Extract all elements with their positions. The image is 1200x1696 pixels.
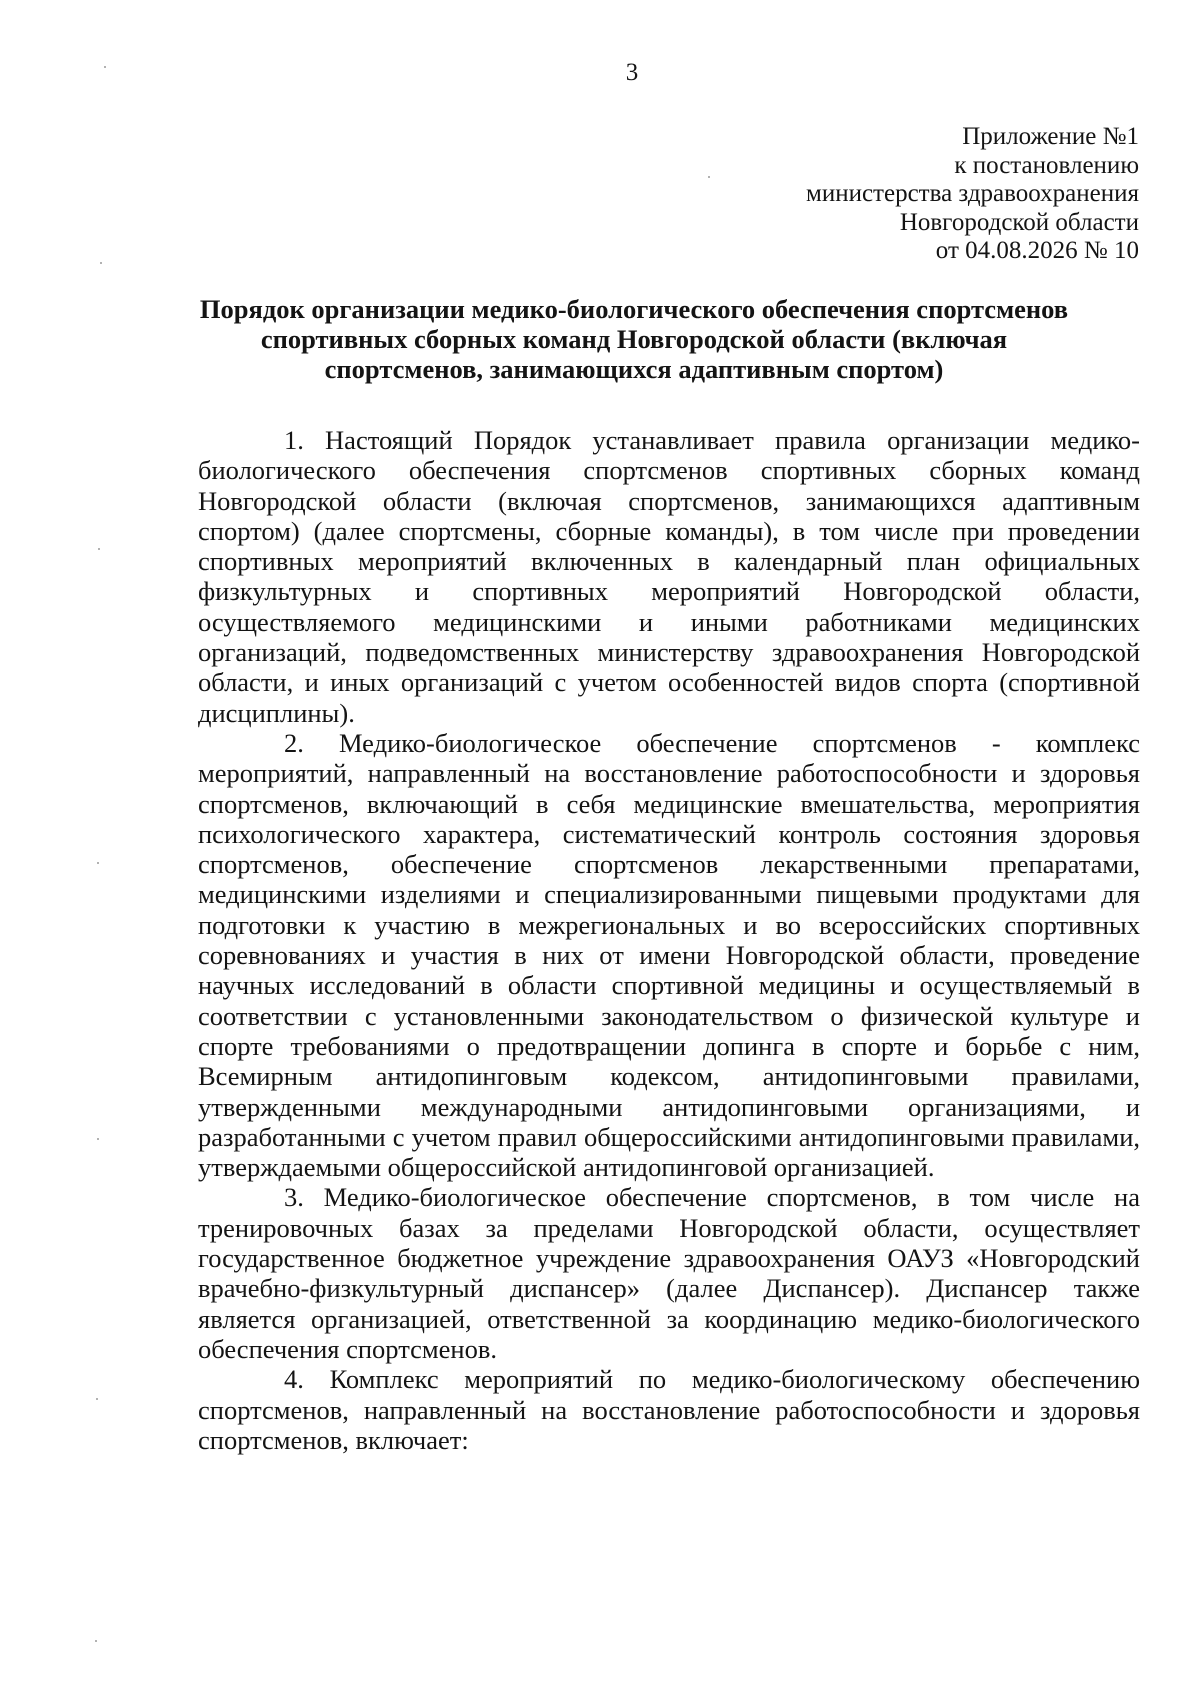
title-line: спортивных сборных команд Новгородской области (включая	[260, 324, 1008, 354]
paragraph-1: 1. Настоящий Порядок устанавливает правила организации медико-биологического обеспечения спортсменов спортивных сборных команд Новгородской области (включая спортсменов, занимающихся адаптивным спортом) (далее спортсмены, сборные команды), в том числе при проведении спортивных мероприятий включенных в календарный план официальных физкультурных и спортивных мероприятий Новгородской области, осуществляемого медицинскими и иными работниками медицинских организаций, подведомственных министерству здравоохранения Новгородской области, и иных организаций с учетом особенностей видов спорта (спортивной дисциплины).	[198, 425, 1140, 728]
document-body	[198, 425, 1140, 1455]
scan-speck	[100, 262, 102, 264]
appendix-header	[806, 123, 1139, 266]
appendix-line: Новгородской области	[899, 208, 1139, 236]
title-line: Порядок организации медико-биологического обеспечения спортсменов	[199, 294, 1069, 324]
scan-speck	[95, 1640, 97, 1642]
scan-speck	[104, 66, 106, 68]
scan-speck	[97, 862, 99, 864]
scan-speck	[97, 1138, 99, 1140]
paragraph-2: 2. Медико-биологическое обеспечение спортсменов - комплекс мероприятий, направленный на восстановление работоспособности и здоровья спортсменов, включающий в себя медицинские вмешательства, мероприятия психологического характера, систематический контроль состояния здоровья спортсменов, обеспечение спортсменов лекарственными препаратами, медицинскими изделиями и специализированными пищевыми продуктами для подготовки к участию в межрегиональных и во всероссийских спортивных соревнованиях и участия в них от имени Новгородской области, проведение научных исследований в области спортивной медицины и осуществляемый в соответствии с установленными законодательством о физической культуре и спорте требованиями о предотвращении допинга в спорте и борьбе с ним, Всемирным антидопинговым кодексом, антидопинговыми правилами, утвержденными международными антидопинговыми организациями, и разработанными с учетом правил общероссийскими антидопинговыми правилами, утверждаемыми общероссийской антидопинговой организацией.	[198, 727, 1140, 1183]
paragraph-3: 3. Медико-биологическое обеспечение спортсменов, в том числе на тренировочных базах за пределами Новгородской области, осуществляет государственное бюджетное учреждение здравоохранения ОАУЗ «Новгородский врачебно-физкультурный диспансер» (далее Диспансер). Диспансер также является организацией, ответственной за координацию медико-биологического обеспечения спортсменов.	[198, 1182, 1140, 1364]
appendix-line: Приложение №1	[962, 123, 1139, 150]
paragraph-4: 4. Комплекс мероприятий по медико-биологическому обеспечению спортсменов, направленный на восстановление работоспособности и здоровья спортсменов, включает:	[198, 1364, 1140, 1455]
scan-speck	[98, 548, 100, 550]
appendix-line: министерства здравоохранения	[806, 180, 1139, 207]
document-title	[185, 294, 1083, 384]
appendix-date-line: от 04.08.2026 № 10	[935, 237, 1139, 264]
page-number: 3	[625, 59, 639, 86]
title-line: спортсменов, занимающихся адаптивным спортом)	[324, 354, 944, 384]
appendix-line: к постановлению	[954, 151, 1139, 179]
scan-speck	[96, 1398, 98, 1400]
scan-speck	[708, 176, 710, 178]
